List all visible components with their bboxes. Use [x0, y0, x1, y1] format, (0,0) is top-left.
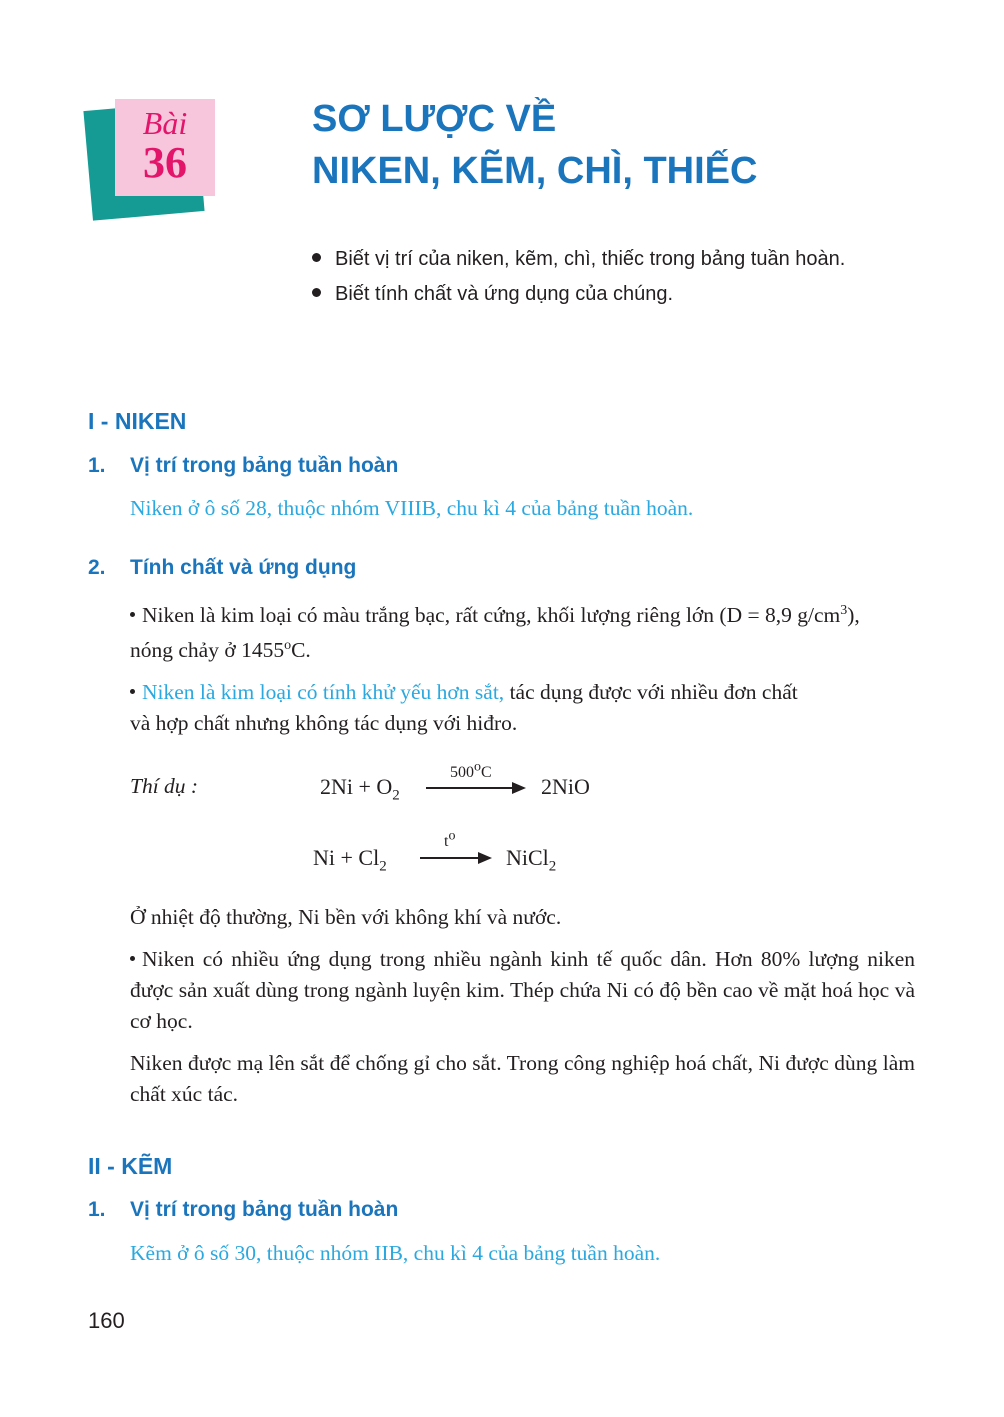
section-heading-kem: II - KẼM	[88, 1153, 173, 1179]
niken-reactivity-line2: và hợp chất nhưng không tác dụng với hiđro.	[130, 711, 518, 735]
reaction-arrow-icon	[426, 759, 526, 804]
lesson-word: Bài	[142, 105, 188, 141]
equation-2-left: $Ni + Cl_2$	[313, 845, 387, 875]
equation-1-right: 2NiO	[541, 774, 590, 799]
subsection-heading: 1. Vị trí trong bảng tuần hoàn	[88, 1198, 399, 1221]
subsection-heading: 1. Vị trí trong bảng tuần hoàn	[88, 454, 399, 477]
bullet-icon	[130, 956, 135, 961]
lesson-badge	[115, 99, 215, 196]
equation-2-right: NiCl$_2$	[506, 845, 557, 875]
reaction-condition: $t^o$	[444, 828, 456, 850]
lesson-title-line2: NIKEN, KẼM, CHÌ, THIẾC	[312, 150, 758, 192]
objective-item: Biết vị trí của niken, kẽm, chì, thiếc trong bảng tuần hoàn.	[312, 247, 845, 271]
niken-properties-line1: Niken là kim loại có màu trắng bạc, rất cứng, khối lượng riêng lớn (D = 8,9 $g/cm^3$),	[130, 600, 860, 631]
objective-item: Biết tính chất và ứng dụng của chúng.	[312, 282, 673, 306]
kem-position-text: Kẽm ở ô số 30, thuộc nhóm IIB, chu kì 4 của bảng tuần hoàn.	[130, 1241, 661, 1265]
bullet-icon	[312, 288, 321, 297]
page-number: 160	[88, 1308, 125, 1333]
equation-1-left: $2Ni + O_2$	[320, 774, 400, 804]
reaction-arrow-icon	[420, 828, 495, 873]
bullet-icon	[130, 612, 135, 617]
example-label: Thí dụ :	[130, 774, 199, 798]
reaction-condition: 500$^o$C	[450, 759, 492, 781]
lesson-title-line1: SƠ LƯỢC VỀ	[312, 98, 557, 140]
niken-position-text: Niken ở ô số 28, thuộc nhóm VIIIB, chu kì 4 của bảng tuần hoàn.	[130, 496, 694, 520]
bullet-icon	[312, 253, 321, 262]
niken-applications-text: Niken có nhiều ứng dụng trong nhiều ngành kinh tế quốc dân. Hơn 80% lượng niken được sản xuất dùng trong ngành luyện kim. Thép chứa Ni có độ bền cao về mặt hoá học và cơ học.	[130, 947, 915, 1033]
subsection-heading: 2. Tính chất và ứng dụng	[88, 556, 357, 579]
lesson-number: 36	[143, 138, 187, 187]
niken-plating-text: Niken được mạ lên sắt để chống gỉ cho sắt. Trong công nghiệp hoá chất, Ni được dùng làm chất xúc tác.	[130, 1051, 915, 1106]
niken-reactivity-line1: Niken là kim loại có tính khử yếu hơn sắt, tác dụng được với nhiều đơn chất	[130, 677, 915, 708]
section-heading-niken: I - NIKEN	[88, 408, 187, 434]
bullet-icon	[130, 689, 135, 694]
niken-stability-text: Ở nhiệt độ thường, Ni bền với không khí và nước.	[130, 905, 562, 929]
niken-properties-line2: nóng chảy ở 1455$^o$C.	[130, 637, 311, 662]
